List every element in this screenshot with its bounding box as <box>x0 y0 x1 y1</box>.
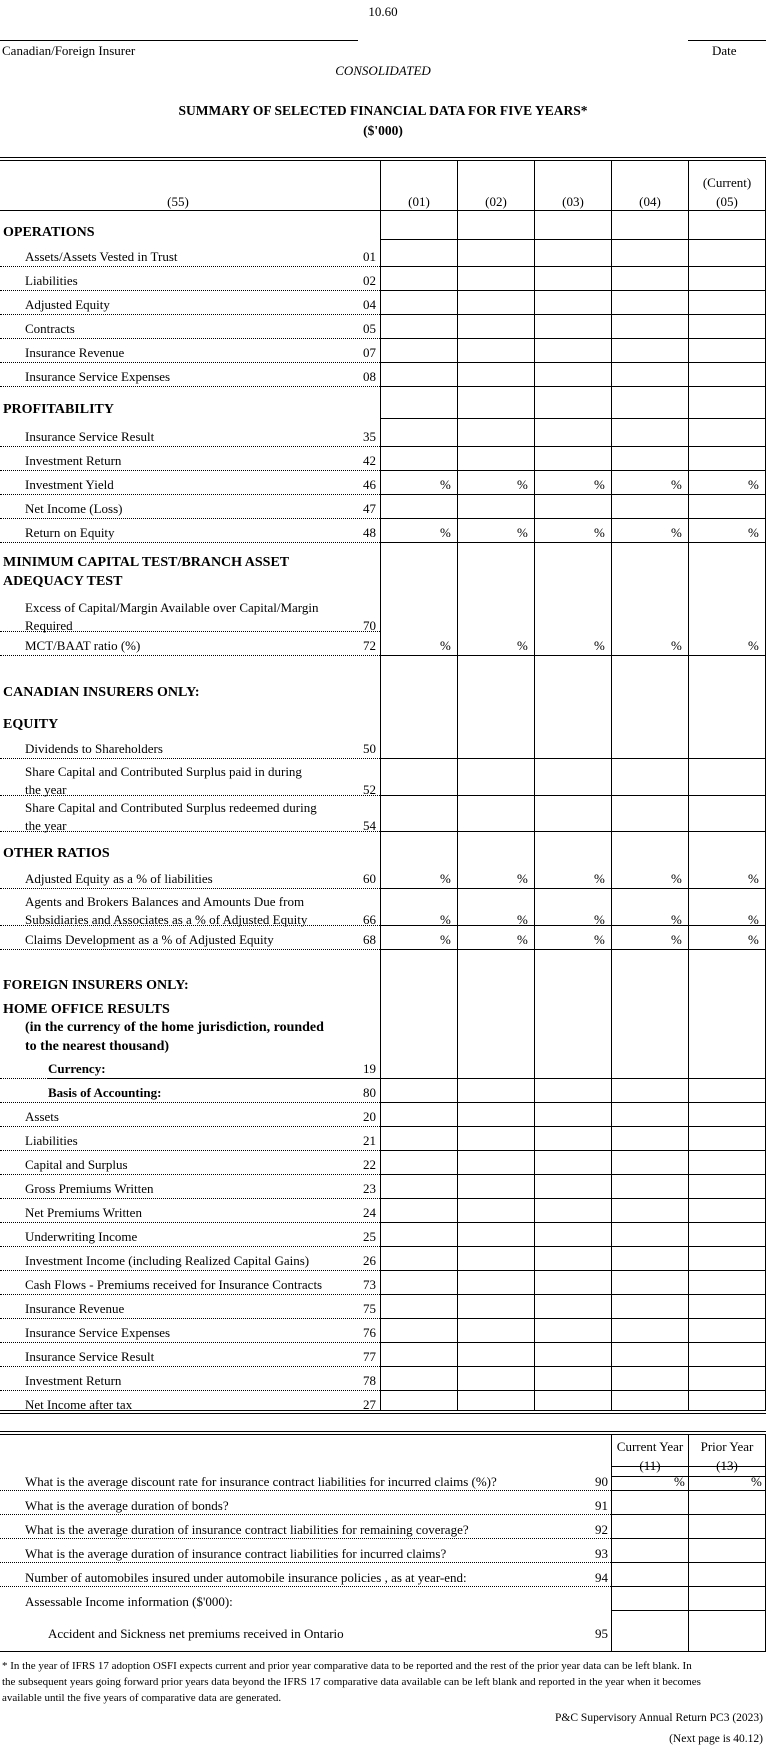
row-divider <box>611 1514 766 1515</box>
row-label: Adjusted Equity <box>25 297 110 312</box>
row-divider <box>611 1586 766 1587</box>
row-dotted-line <box>0 1586 611 1587</box>
header-bottom-border <box>0 210 766 211</box>
row-dotted-line <box>0 1270 380 1271</box>
row-divider <box>380 1150 766 1151</box>
percent-sign: % <box>748 525 759 540</box>
section-canadian-insurers: CANADIAN INSURERS ONLY: <box>3 685 200 700</box>
row-label: Insurance Service Expenses <box>25 1325 171 1340</box>
row-dotted-line <box>0 655 380 656</box>
currency-underline <box>48 1078 380 1079</box>
row-divider <box>611 1562 766 1563</box>
table-top-border-inner <box>0 160 766 161</box>
row-divider <box>380 1126 766 1127</box>
row-label: Assets <box>25 1109 59 1124</box>
footnote <box>2 1658 701 1706</box>
column-header-04: (04) <box>639 194 661 209</box>
footnote-divider <box>0 1651 766 1652</box>
row-code: 05 <box>363 321 376 336</box>
row-dotted-line <box>0 1342 380 1343</box>
row-label-line1: Share Capital and Contributed Surplus paid in during <box>25 764 302 779</box>
question-label: Assessable Income information ($'000): <box>25 1594 233 1609</box>
column-header-05: (05) <box>716 194 738 209</box>
row-label: Adjusted Equity as a % of liabilities <box>25 871 213 886</box>
question-label: Number of automobiles insured under automobile insurance policies , as at year-end: <box>25 1570 467 1585</box>
row-dotted-line <box>0 542 380 543</box>
row-code: 21 <box>363 1133 376 1148</box>
row-label: Basis of Accounting: <box>48 1085 162 1100</box>
second-table-header-border <box>611 1476 766 1477</box>
percent-sign: % <box>671 525 682 540</box>
row-label-line2: Subsidiaries and Associates as a % of Adjusted Equity <box>25 912 308 927</box>
row-label: Currency: <box>48 1061 106 1076</box>
column-header-current: (Current) <box>702 175 752 190</box>
page-number: 10.60 <box>368 4 398 19</box>
percent-sign: % <box>594 477 605 492</box>
percent-sign: % <box>748 932 759 947</box>
row-code: 47 <box>363 501 376 516</box>
row-label-line2: Required <box>25 618 73 633</box>
row-label: Dividends to Shareholders <box>25 741 163 756</box>
row-dotted-line <box>0 1126 380 1127</box>
row-divider <box>380 494 766 495</box>
row-code: 08 <box>363 369 376 384</box>
column-header-13: (13) <box>716 1458 738 1473</box>
next-page-note: (Next page is 40.12) <box>669 1733 763 1745</box>
row-code: 75 <box>363 1301 376 1316</box>
section-other-ratios: OTHER RATIOS <box>3 846 110 861</box>
percent-sign: % <box>671 638 682 653</box>
footnote-line1: * In the year of IFRS 17 adoption OSFI expects current and prior year comparative data to be reported and the rest of the prior year data can be left blank. In <box>2 1660 692 1672</box>
row-divider <box>380 362 766 363</box>
row-label: Investment Yield <box>25 477 114 492</box>
row-code: 60 <box>363 871 376 886</box>
row-divider <box>380 338 766 339</box>
date-label: Date <box>712 43 737 58</box>
row-label: MCT/BAAT ratio (%) <box>25 638 141 653</box>
row-label-line1: Share Capital and Contributed Surplus redeemed during <box>25 800 317 815</box>
row-code: 73 <box>363 1277 376 1292</box>
percent-sign: % <box>594 932 605 947</box>
row-dotted-line <box>0 1174 380 1175</box>
row-label: Investment Income (including Realized Capital Gains) <box>25 1253 310 1268</box>
row-code: 01 <box>363 249 376 264</box>
row-label: Net Income (Loss) <box>25 501 123 516</box>
row-label: Investment Return <box>25 1373 122 1388</box>
row-dotted-line <box>0 266 380 267</box>
row-dotted-line <box>0 1562 611 1563</box>
table-top-border <box>0 157 766 158</box>
row-code: 26 <box>363 1253 376 1268</box>
percent-sign: % <box>517 638 528 653</box>
row-code: 42 <box>363 453 376 468</box>
column-header-01: (01) <box>408 194 430 209</box>
row-divider <box>611 1538 766 1539</box>
percent-sign: % <box>594 912 605 927</box>
row-dotted-line <box>0 1246 380 1247</box>
date-signature-line <box>688 40 766 41</box>
row-divider <box>380 831 766 832</box>
row-label-line2: the year <box>25 782 67 797</box>
row-divider <box>380 1246 766 1247</box>
row-dotted-line <box>0 1294 380 1295</box>
row-divider <box>380 1318 766 1319</box>
percent-sign: % <box>671 912 682 927</box>
question-code: 90 <box>595 1474 608 1489</box>
row-divider <box>380 239 766 240</box>
percent-sign: % <box>517 912 528 927</box>
row-dotted-line <box>0 1366 380 1367</box>
row-code: 27 <box>363 1397 376 1412</box>
percent-sign: % <box>440 871 451 886</box>
percent-sign: % <box>748 912 759 927</box>
column-header-02: (02) <box>485 194 507 209</box>
row-code: 22 <box>363 1157 376 1172</box>
row-dotted-line <box>0 1198 380 1199</box>
question-code: 95 <box>595 1626 608 1641</box>
row-code: 76 <box>363 1325 376 1340</box>
row-divider <box>380 446 766 447</box>
row-divider <box>380 1078 766 1079</box>
percent-sign: % <box>440 638 451 653</box>
row-code: 23 <box>363 1181 376 1196</box>
row-divider <box>380 655 766 656</box>
second-table-top-border <box>0 1431 766 1432</box>
row-label: Return on Equity <box>25 525 115 540</box>
section-profitability: PROFITABILITY <box>3 402 114 417</box>
footnote-line2: the subsequent years going forward prior years data beyond the IFRS 17 comparative data available can be left blank and reported in the year when it becomes <box>2 1676 701 1688</box>
column-header-current-year: Current Year <box>616 1439 684 1454</box>
row-divider <box>380 518 766 519</box>
row-label: Insurance Revenue <box>25 345 125 360</box>
row-divider <box>380 290 766 291</box>
row-label: Liabilities <box>25 273 78 288</box>
row-dotted-line <box>0 1514 611 1515</box>
section-mct-line2: ADEQUACY TEST <box>3 574 123 589</box>
percent-sign: % <box>671 477 682 492</box>
row-dotted-line <box>0 518 380 519</box>
row-label: Investment Return <box>25 453 122 468</box>
percent-sign: % <box>594 871 605 886</box>
row-label: Insurance Service Expenses <box>25 369 171 384</box>
row-code: 54 <box>363 818 376 833</box>
row-divider <box>380 758 766 759</box>
row-label: Insurance Service Result <box>25 1349 155 1364</box>
question-code: 94 <box>595 1570 608 1585</box>
percent-sign: % <box>594 525 605 540</box>
row-code: 04 <box>363 297 376 312</box>
row-divider <box>380 386 766 387</box>
row-dotted-line <box>0 1538 611 1539</box>
question-code: 92 <box>595 1522 608 1537</box>
row-divider <box>611 1490 766 1491</box>
row-code: 07 <box>363 345 376 360</box>
percent-sign: % <box>517 932 528 947</box>
row-divider <box>380 1294 766 1295</box>
column-header-prior-year: Prior Year <box>700 1439 754 1454</box>
row-dotted-line <box>0 290 380 291</box>
second-table-top-border-inner <box>0 1434 766 1435</box>
row-label: Underwriting Income <box>25 1229 138 1244</box>
percent-sign: % <box>748 871 759 886</box>
row-label: Net Income after tax <box>25 1397 133 1412</box>
row-dotted-line <box>0 1222 380 1223</box>
page-title: SUMMARY OF SELECTED FINANCIAL DATA FOR FIVE YEARS* <box>178 103 588 118</box>
row-dotted-line <box>0 1102 380 1103</box>
footnote-line3: available until the five years of comparative data are generated. <box>2 1692 282 1704</box>
percent-sign: % <box>748 638 759 653</box>
percent-sign: % <box>594 638 605 653</box>
row-label: Net Premiums Written <box>25 1205 142 1220</box>
row-code: 35 <box>363 429 376 444</box>
percent-sign: % <box>671 932 682 947</box>
consolidated-label: CONSOLIDATED <box>335 63 431 78</box>
row-divider <box>380 888 766 889</box>
row-divider <box>380 314 766 315</box>
row-dotted-line <box>0 1390 380 1391</box>
row-label: Claims Development as a % of Adjusted Equity <box>25 932 274 947</box>
row-divider <box>611 1610 766 1611</box>
percent-sign: % <box>440 912 451 927</box>
row-dotted-line <box>0 470 380 471</box>
question-label: What is the average duration of bonds? <box>25 1498 229 1513</box>
row-label: Insurance Revenue <box>25 1301 125 1316</box>
row-label: Contracts <box>25 321 75 336</box>
row-code: 19 <box>363 1061 376 1076</box>
percent-sign: % <box>517 871 528 886</box>
percent-sign: % <box>671 871 682 886</box>
row-dotted-line <box>0 386 380 387</box>
row-code: 66 <box>363 912 376 927</box>
row-dotted-line <box>0 1490 611 1491</box>
section-equity: EQUITY <box>3 717 59 732</box>
insurer-label: Canadian/Foreign Insurer <box>2 43 136 58</box>
question-label: What is the average duration of insurance contract liabilities for incurred claims? <box>25 1546 447 1561</box>
row-label: Capital and Surplus <box>25 1157 128 1172</box>
row-dotted-line <box>0 446 380 447</box>
row-dotted-line <box>0 949 380 950</box>
row-divider <box>611 1466 766 1467</box>
row-code: 24 <box>363 1205 376 1220</box>
insurer-signature-line <box>0 40 358 41</box>
percent-sign: % <box>748 477 759 492</box>
row-label-line1: Agents and Brokers Balances and Amounts Due from <box>25 894 305 909</box>
row-code: 52 <box>363 782 376 797</box>
page-subtitle: ($'000) <box>363 123 403 138</box>
row-code: 77 <box>363 1349 376 1364</box>
row-label-line2: the year <box>25 818 67 833</box>
row-code: 70 <box>363 618 376 633</box>
row-code: 80 <box>363 1085 376 1100</box>
row-label: Assets/Assets Vested in Trust <box>25 249 178 264</box>
row-divider <box>380 470 766 471</box>
row-dotted-line <box>0 338 380 339</box>
row-code: 02 <box>363 273 376 288</box>
row-dotted-line <box>0 494 380 495</box>
row-divider <box>380 1174 766 1175</box>
question-code: 91 <box>595 1498 608 1513</box>
percent-sign: % <box>440 932 451 947</box>
form-name: P&C Supervisory Annual Return PC3 (2023) <box>555 1712 763 1724</box>
row-divider <box>380 1198 766 1199</box>
question-label: What is the average duration of insurance contract liabilities for remaining coverage? <box>25 1522 469 1537</box>
row-code: 78 <box>363 1373 376 1388</box>
row-divider <box>380 1342 766 1343</box>
section-mct-line1: MINIMUM CAPITAL TEST/BRANCH ASSET <box>3 555 290 570</box>
row-divider <box>380 418 766 419</box>
row-code: 50 <box>363 741 376 756</box>
row-divider <box>380 1222 766 1223</box>
question-label: Accident and Sickness net premiums received in Ontario <box>48 1626 344 1641</box>
home-office-note-line2: to the nearest thousand) <box>25 1039 170 1054</box>
percent-sign: % <box>440 525 451 540</box>
row-label: Gross Premiums Written <box>25 1181 154 1196</box>
row-label: Insurance Service Result <box>25 429 155 444</box>
row-divider <box>380 266 766 267</box>
row-code: 72 <box>363 638 376 653</box>
row-divider <box>380 1390 766 1391</box>
row-code: 48 <box>363 525 376 540</box>
row-label: Liabilities <box>25 1133 78 1148</box>
row-label: Cash Flows - Premiums received for Insurance Contracts <box>25 1277 323 1292</box>
row-divider <box>380 1102 766 1103</box>
row-dotted-line <box>0 1150 380 1151</box>
row-divider <box>380 1270 766 1271</box>
row-dotted-line <box>0 362 380 363</box>
percent-sign: % <box>440 477 451 492</box>
question-code: 93 <box>595 1546 608 1561</box>
row-dotted-line <box>0 758 380 759</box>
row-code: 46 <box>363 477 376 492</box>
section-home-office: HOME OFFICE RESULTS <box>3 1002 170 1017</box>
section-foreign-insurers: FOREIGN INSURERS ONLY: <box>3 978 189 993</box>
percent-sign: % <box>517 525 528 540</box>
row-divider <box>380 949 766 950</box>
percent-sign: % <box>674 1474 685 1489</box>
row-dotted-line <box>0 888 380 889</box>
row-divider <box>380 795 766 796</box>
row-dotted-line <box>0 1318 380 1319</box>
question-label: What is the average discount rate for insurance contract liabilities for incurred claims (%)? <box>25 1474 497 1489</box>
row-dotted-line <box>0 314 380 315</box>
table-bottom-border-inner <box>0 1413 766 1414</box>
row-divider <box>380 542 766 543</box>
percent-sign: % <box>517 477 528 492</box>
section-operations: OPERATIONS <box>3 225 95 240</box>
column-header-03: (03) <box>562 194 584 209</box>
row-code: 25 <box>363 1229 376 1244</box>
home-office-note-line1: (in the currency of the home jurisdiction, rounded <box>25 1020 324 1035</box>
row-divider <box>380 925 766 926</box>
column-header-11: (11) <box>639 1458 661 1473</box>
row-label-line1: Excess of Capital/Margin Available over Capital/Margin <box>25 600 319 615</box>
label-column-header: (55) <box>167 194 189 209</box>
row-divider <box>380 1366 766 1367</box>
row-code: 68 <box>363 932 376 947</box>
row-code: 20 <box>363 1109 376 1124</box>
percent-sign: % <box>751 1474 762 1489</box>
